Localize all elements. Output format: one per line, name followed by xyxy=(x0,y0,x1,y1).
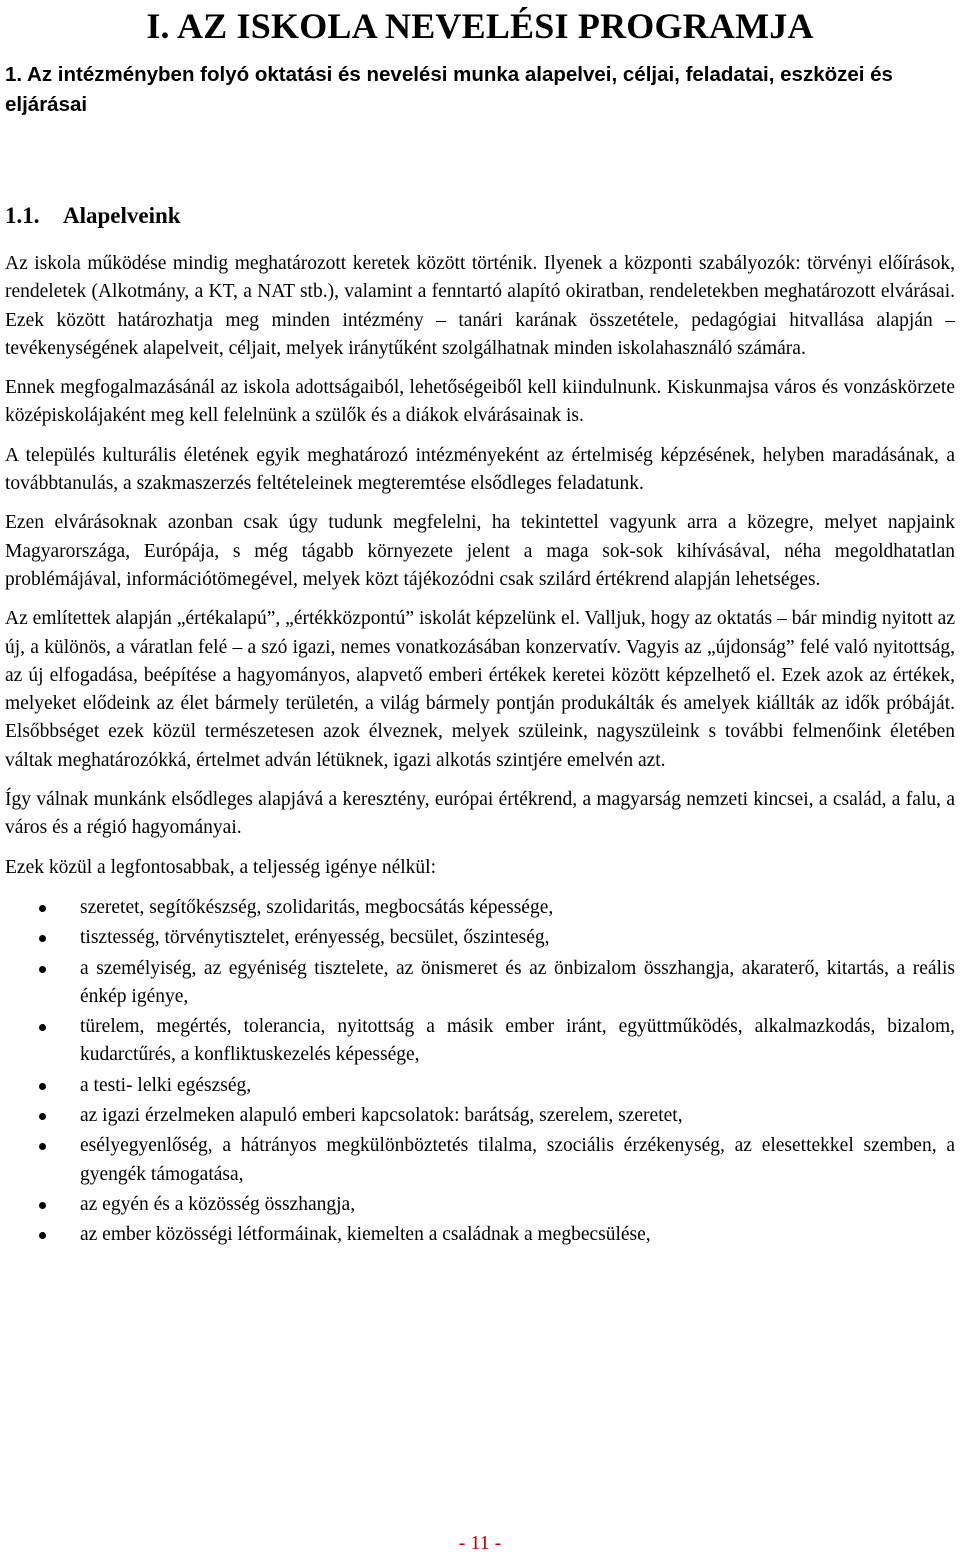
list-item: esélyegyenlőség, a hátrányos megkülönböztetés tilalma, szociális érzékenység, az elesettekkel szemben, a gyengék támogatása, xyxy=(5,1132,955,1189)
section-heading: 1. Az intézményben folyó oktatási és nevelési munka alapelvei, céljai, feladatai, eszközei és eljárásai xyxy=(5,63,893,116)
list-item: az ember közösségi létformáinak, kiemelten a családnak a megbecsülése, xyxy=(5,1221,955,1249)
subsection-number: 1.1. xyxy=(5,203,40,228)
list-item: az igazi érzelmeken alapuló emberi kapcsolatok: barátság, szerelem, szeretet, xyxy=(5,1102,955,1130)
paragraph: Ezek közül a legfontosabbak, a teljesség igénye nélkül: xyxy=(5,856,437,878)
list-item: a személyiség, az egyéniség tisztelete, az önismeret és az önbizalom összhangja, akaraterő, kitartás, a reális énkép igénye, xyxy=(5,955,955,1012)
list-item: szeretet, segítőkészség, szolidaritás, megbocsátás képessége, xyxy=(5,894,955,922)
paragraph: Az iskola működése mindig meghatározott keretek között történik. Ilyenek a központi szabályozók: törvényi előírások, rendeletek (Alkotmány, a KT, a NAT stb.), valamint a fenntartó alapító okiratban, rendeletekben meghatározott elvárásai. Ezek között határozhatja meg minden intézmény – tanári karának összetétele, pedagógiai hitvallása alapján – tevékenységének alapelveit, céljait, melyek iránytűként szolgálhatnak minden iskolahasználó számára. xyxy=(5,253,955,359)
list-item: az egyén és a közösség összhangja, xyxy=(5,1191,955,1219)
values-list xyxy=(5,894,955,1250)
paragraph: Az említettek alapján „értékalapú”, „értékközpontú” iskolát képzelünk el. Valljuk, hogy az oktatás – bár mindig nyitott az új, a különös, a váratlan felé – a szó igazi, nemes vonatkozásában konzervatív. Vagyis az „újdonság” felé való nyitottság, az új elfogadása, beépítése a hagyományos, alapvető emberi értékek keretei között képzelhető el. Ezek azok az értékek, melyeket elődeink az élet bármely területén, a világ bármely pontján produkálták és amelyek kiállták az idők próbáját. Elsőbbséget ezek közül természetesen azok élveznek, melyek szüleink, nagyszüleink s további felmenőink életében váltak meghatározókká, értelmet adván létüknek, igazi alkotás szintjére emelvén azt. xyxy=(5,608,955,771)
subsection-title: Alapelveink xyxy=(63,203,181,228)
subsection-heading xyxy=(5,196,955,236)
page-number: - 11 - xyxy=(458,1532,502,1554)
list-item: türelem, megértés, tolerancia, nyitottság a másik ember iránt, együttműködés, alkalmazkodás, bizalom, kudarctűrés, a konfliktuskezelés képessége, xyxy=(5,1013,955,1070)
list-item: tisztesség, törvénytisztelet, erényesség, becsület, őszinteség, xyxy=(5,924,955,952)
paragraph: Ennek megfogalmazásánál az iskola adottságaiból, lehetőségeiből kell kiindulnunk. Kiskunmajsa város és vonzáskörzete középiskolájaként meg kell felelnünk a szülők és a diákok elvárásainak is. xyxy=(5,377,955,427)
paragraph: A település kulturális életének egyik meghatározó intézményeként az értelmiség képzésének, helyben maradásának, a továbbtanulás, a szakmaszerzés feltételeinek megteremtése elsődleges feladatunk. xyxy=(5,444,955,495)
document-title: I. AZ ISKOLA NEVELÉSI PROGRAMJA xyxy=(146,6,814,46)
list-item: a testi- lelki egészség, xyxy=(5,1072,955,1100)
paragraph: Ezen elvárásoknak azonban csak úgy tudunk megfelelni, ha tekintettel vagyunk arra a közegre, melyet napjaink Magyarországa, Európája, s még tágabb környezete jelent a maga sok-sok kihívásával, néha megoldhatatlan problémájával, információtömegével, melyek közt tájékozódni csak szilárd értékrend alapján lehetséges. xyxy=(5,512,955,590)
paragraph: Így válnak munkánk elsődleges alapjává a keresztény, európai értékrend, a magyarság nemzeti kincsei, a család, a falu, a város és a régió hagyományai. xyxy=(5,789,955,839)
